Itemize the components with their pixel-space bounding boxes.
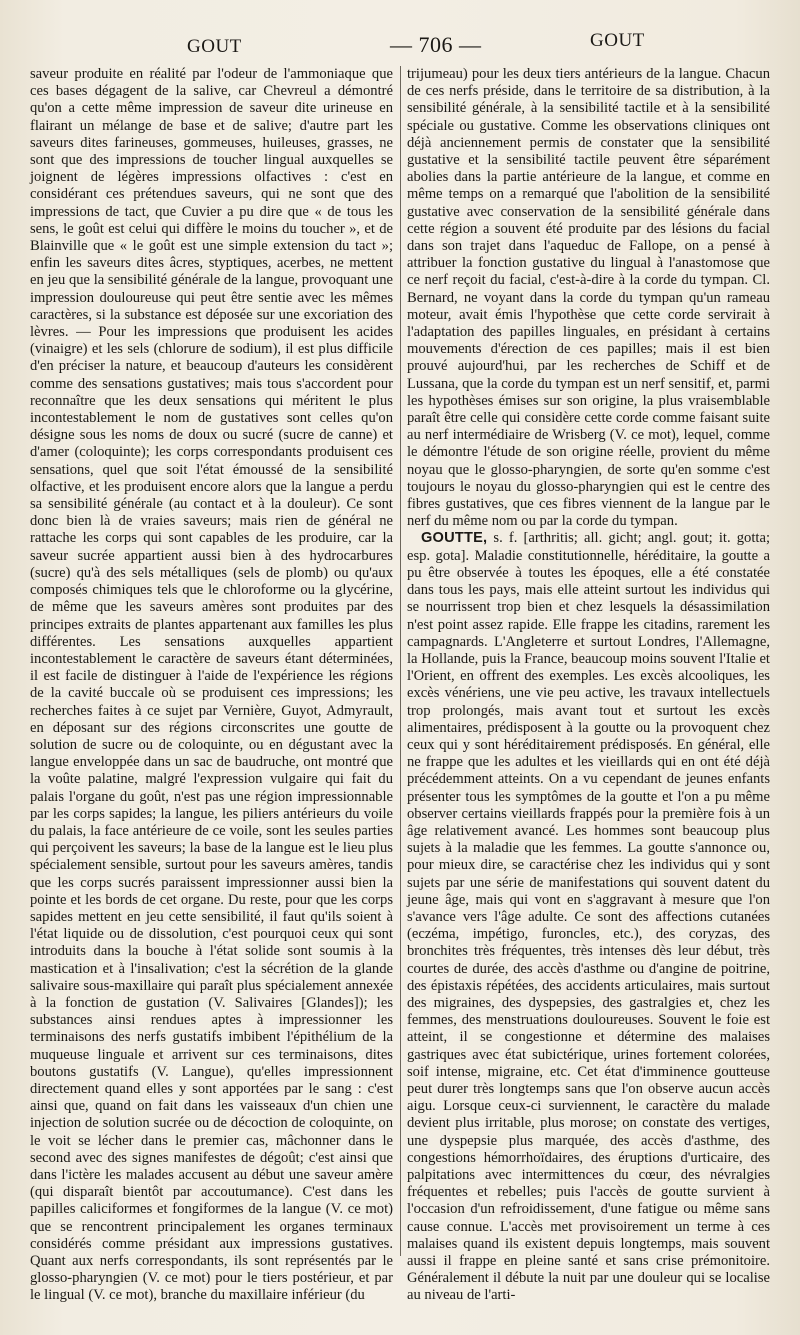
header-left-word: GOUT — [187, 36, 242, 57]
left-column-text: saveur produite en réalité par l'odeur de l'ammoniaque que ces bases dégagent de la salive, car Chevreul a démontré qu'on a cette même impression de saveur dite urineuse en flairant un mélange de base et de salive; d'autre part les saveurs dites farineuses, gommeuses, huileuses, grasses, ne sont que des impressions de toucher lingual auxquelles se joignent de légères impressions olfactives : c'est en considérant ces prétendues saveurs, qui ne sont que des impressions de tact, que Cuvier a pu dire que « de tous les sens, le goût est celui qui diffère le moins du toucher », et de Blainville que « le goût est une simple extension du tact »; enfin les saveurs dites âcres, styptiques, acerbes, ne mettent en jeu que la sensibilité générale de la langue, provoquant une impression douloureuse qui peut être sentie avec les mêmes caractères, si la substance est déposée sur une excoriation des lèvres. — Pour les impressions que produisent les acides (vinaigre) et les sels (chlorure de sodium), il est plus difficile d'en préciser la nature, et beaucoup d'auteurs les considèrent comme des sensations gustatives; mais tous s'accordent pour reconnaître que les deux sensations qui méritent le plus incontestablement le nom de gustatives sont celles qu'on désigne sous les noms de doux ou sucré (sucre de canne) et d'amer (coloquinte); les corps correspondants produisent ces sensations, quel que soit l'état émoussé de la sensibilité olfactive, et les produisent encore alors que la langue a perdu sa sensibilité générale (au contact et à la douleur). Ce sont donc bien là de vraies saveurs; mais rien de général ne rattache les corps qui sont capables de les produire, car la saveur sucrée appartient aussi bien à des hydrocarbures (sucre) qu'à des sels métalliques (sels de plomb) ou qu'aux composés chimiques tels que le chloroforme ou la glycérine, de même que les saveurs amères sont produites par des principes extraits de plantes appartenant aux familles les plus différentes. Les sensations auxquelles appartient incontestablement le caractère de saveurs étant déterminées, il est facile de distinguer à l'aide de l'expérience les régions de la cavité buccale où se produisent ces impressions; les recherches faites à ce sujet par Vernière, Guyot, Admyrault, en déposant sur des régions circonscrites une goutte de solution de sucre ou de coloquinte, ou en dégustant avec la langue enveloppée dans un sac de baudruche, ont montré que la voûte palatine, malgré l'expression vulgaire qui fait du palais l'organe du goût, n'est pas une région impressionnable par les corps sapides; la langue, les piliers antérieurs du voile du palais, la face antérieure de ce voile, sont les seules parties qui perçoivent les saveurs; la base de la langue est le lieu plus spécialement sensible, surtout pour les saveurs amères, tandis que les corps sucrés paraissent impressionner aussi bien la pointe et les bords de cet organe. Du reste, pour que les corps sapides mettent en jeu cette sensibilité, il faut qu'ils soient à l'état liquide ou de dissolution, c'est pourquoi ceux qui sont introduits dans la bouche à l'état solide sont soumis à la mastication et à l'insalivation; c'est la sécrétion de la glande salivaire sous-maxillaire qui paraît plus spécialement annexée à la fonction de gustation (V. Salivaires [Glandes]); les substances ainsi rendues aptes à impressionner les terminaisons des nerfs gustatifs imbibent l'épithélium de la muqueuse linguale et arrivent sur ces terminaisons, dites boutons gustatifs (V. Langue), qu'elles impressionnent directement quand elles y sont apportées par le sang : c'est ainsi que, quand on fait dans les vaisseaux d'un chien une injection de solution sucrée ou de décoction de coloquinte, on le voit se lécher dans le premier cas, mâchonner dans le second avec des signes manifestes de dégoût; c'est ainsi que dans l'ictère les malades accusent au début une saveur amère (qui disparaît bientôt par accoutumance). C'est dans les papilles caliciformes et fongiformes de la langue (V. ce mot) que se rencontrent principalement les organes terminaux considérés comme présidant aux impressions gustatives. Quant aux nerfs correspondants, ils sont représentés par le glosso-pharyngien (V. ce mot) pour le tiers postérieur, et par le lingual (V. ce mot), branche du maxillaire inférieur (du — [30, 66, 393, 1304]
entry-headword: GOUTTE, — [421, 530, 488, 547]
left-column — [30, 66, 393, 1305]
entry-goutte-text: s. f. [arthritis; all. gicht; angl. gout; it. gotta; esp. gota]. Maladie constitutionnelle, héréditaire, la goutte a pu être observée à toutes les époques, elle a été constatée dans tous les pays, mais elle atteint surtout les individus qui se nourrissent trop bien et chez lesquels la désassimilation n'est point assez rapide. Elle frappe les citadins, rarement les campagnards. L'Angleterre et surtout Londres, l'Allemagne, la Hollande, puis la France, beaucoup moins souvent l'Italie et l'Orient, en offrent des exemples. Les excès alcooliques, les excès vénériens, une vie peu active, les travaux intellectuels trop prolongés, mais avant tout et surtout les excès alimentaires, prédisposent à la goutte ou la provoquent chez ceux qui y sont héréditairement prédisposés. En général, elle ne frappe que les adultes et les vieillards qui en ont été déjà précédemment atteints. On a vu cependant de jeunes enfants présenter tous les symptômes de la goutte et l'on a pu même observer certains vieillards frappés pour la première fois à un âge relativement avancé. Les hommes sont beaucoup plus sujets à la maladie que les femmes. La goutte s'annonce ou, pour mieux dire, se caractérise chez les individus qui y sont sujets par une série de manifestations qui souvent datent du jeune âge, mais qui vont en s'aggravant à mesure que l'on s'avance vers l'âge adulte. Ce sont des affections cutanées (eczéma, impétigo, furoncles, etc.), des coryzas, des bronchites très fréquentes, très intenses dès leur début, très courtes de durée, des accès d'asthme ou d'angine de poitrine, des épistaxis répétées, des accidents articulaires, mais surtout des migraines, des dyspepsies, des gastralgies et, chez les femmes, des menstruations douloureuses. Souvent le foie est atteint, il se congestionne et détermine des malaises gastriques avec état subictérique, urines fortement colorées, soif intense, migraine, etc. Cet état d'imminence goutteuse peut durer très longtemps sans que l'on observe aucun accès aigu. Lorsque ceux-ci surviennent, le caractère du malade devient plus irritable, plus morose; on constate des vertiges, une dyspepsie plus marquée, des accès d'asthme, des congestions hémorrhoïdaires, des éruptions d'urticaire, des palpitations avec intermittences du cœur, des névralgies fréquentes et rebelles; puis l'accès de goutte survient à l'occasion d'un refroidissement, d'une fatigue ou même sans cause connue. L'accès met provisoirement un terme à ces malaises quand ils existent depuis longtemps, mais souvent aussi il frappe en pleine santé et sans crise prémonitoire. Généralement il débute la nuit par une douleur qui se localise au niveau de l'arti- — [407, 530, 770, 1304]
text-columns — [30, 66, 782, 1305]
header-right-word: GOUT — [590, 30, 645, 51]
entry-goutte — [407, 530, 770, 1304]
running-head — [30, 30, 778, 60]
right-column — [407, 66, 770, 1305]
right-column-paragraph-1: trijumeau) pour les deux tiers antérieurs de la langue. Chacun de ces nerfs préside, dans le territoire de sa distribution, à la sensibilité générale, à la sensibilité tactile et à la sensibilité spéciale ou gustative. Comme les observations cliniques ont déjà anciennement permis de constater que la sensibilité gustative et la sensibilité tactile peuvent être séparément abolies dans la partie antérieure de la langue, et comme en même temps on a remarqué que l'abolition de la sensibilité gustative avec conservation de la sensibilité générale dans cette région a souvent été produite par des lésions du facial dans son trajet dans l'aqueduc de Fallope, on a pensé à attribuer la fonction gustative du lingual à l'anastomose que ce nerf reçoit du facial, c'est-à-dire à la corde du tympan. Cl. Bernard, ne voyant dans la corde du tympan qu'un rameau moteur, avait émis l'hypothèse que cette corde servirait à l'adaptation des papilles linguales, en présidant à certains mouvements d'érection de ces papilles; mais il est bien prouvé aujourd'hui, par les recherches de Schiff et de Lussana, que la corde du tympan est un nerf sensitif, et, parmi les hypothèses émises sur son origine, la plus vraisemblable paraît être celle qui considère cette corde comme faisant suite au nerf intermédiaire de Wrisberg (V. ce mot), lequel, comme le démontre l'étude de son origine réelle, provient du même noyau que le glosso-pharyngien, de sorte qu'en somme c'est toujours le noyau du glosso-pharyngien qui est le centre des fibres gustatives, que ces fibres viennent de la langue par le nerf du même nom ou par la corde du tympan. — [407, 66, 770, 530]
page-number: — 706 — — [390, 32, 482, 57]
